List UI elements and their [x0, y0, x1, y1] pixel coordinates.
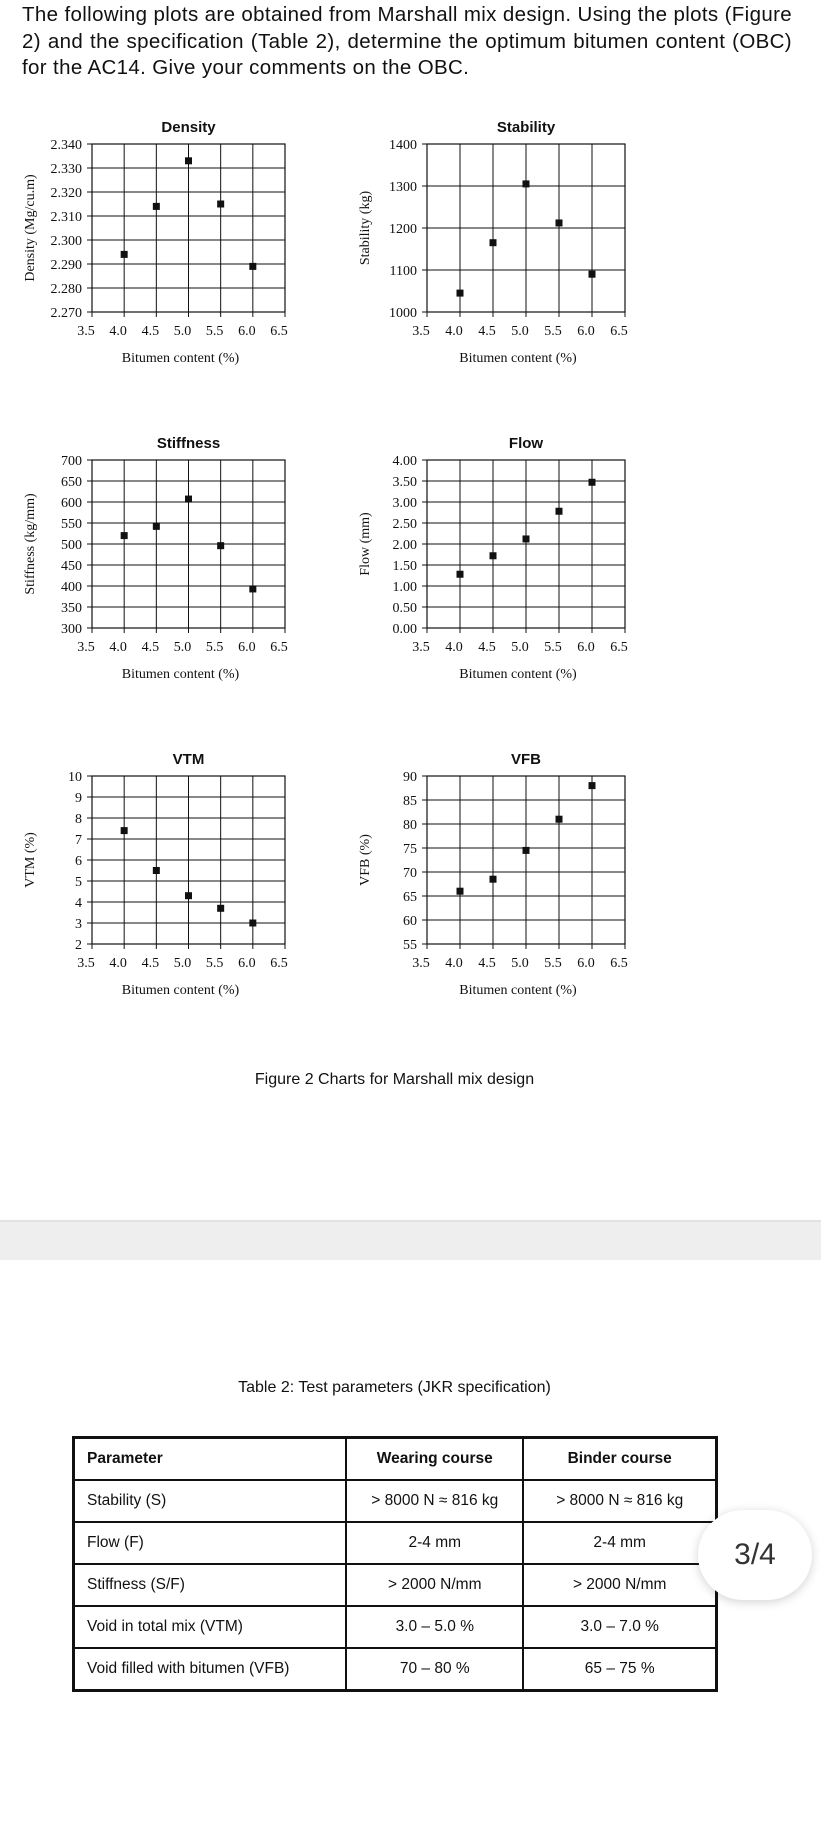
- table-cell: Stability (S): [74, 1480, 347, 1522]
- stiffness-chart: [20, 428, 345, 736]
- x-tick-label: 4.0: [109, 956, 127, 971]
- y-tick-label: 80: [403, 818, 417, 833]
- x-tick-label: 5.5: [544, 324, 562, 339]
- data-point: [121, 532, 128, 539]
- y-tick-label: 1100: [389, 264, 417, 279]
- table-header: Parameter: [74, 1438, 347, 1481]
- table-cell: > 8000 N ≈ 816 kg: [523, 1480, 716, 1522]
- y-tick-label: 2.330: [50, 162, 82, 177]
- x-tick-label: 5.5: [205, 324, 224, 339]
- data-point: [153, 867, 160, 874]
- x-tick-label: 6.5: [610, 324, 628, 339]
- data-point: [523, 180, 530, 187]
- data-point: [490, 552, 497, 559]
- data-point: [589, 479, 596, 486]
- table-row: [74, 1480, 717, 1522]
- x-tick-label: 4.5: [141, 324, 160, 339]
- y-tick-label: 600: [61, 496, 82, 511]
- data-point: [490, 239, 497, 246]
- table-cell: Stiffness (S/F): [74, 1564, 347, 1606]
- y-tick-label: 4.00: [392, 454, 417, 469]
- x-tick-label: 4.5: [478, 324, 496, 339]
- y-tick-label: 4: [75, 896, 82, 911]
- y-tick-label: 7: [75, 833, 82, 848]
- y-tick-label: 1200: [389, 222, 417, 237]
- y-tick-label: 1000: [389, 306, 417, 321]
- x-tick-label: 6.0: [238, 640, 256, 655]
- x-tick-label: 4.0: [109, 640, 127, 655]
- table-cell: 65 – 75 %: [523, 1648, 716, 1691]
- y-tick-label: 9: [75, 791, 82, 806]
- table-cell: 2-4 mm: [346, 1522, 523, 1564]
- chart-title: Stiffness: [156, 435, 221, 452]
- table-header-row: [74, 1438, 717, 1481]
- x-tick-label: 5.5: [544, 956, 562, 971]
- data-point: [490, 876, 497, 883]
- x-axis-label: Bitumen content (%): [121, 983, 240, 998]
- data-point: [589, 271, 596, 278]
- x-axis-label: Bitumen content (%): [459, 667, 577, 682]
- table-cell: > 8000 N ≈ 816 kg: [346, 1480, 523, 1522]
- table-header: Binder course: [523, 1438, 716, 1481]
- y-tick-label: 450: [61, 559, 82, 574]
- stability-chart: [355, 112, 685, 420]
- table-row: [74, 1522, 717, 1564]
- y-tick-label: 2.00: [392, 538, 417, 553]
- y-tick-label: 10: [68, 770, 82, 785]
- x-tick-label: 5.0: [173, 324, 192, 339]
- table-cell: 2-4 mm: [523, 1522, 716, 1564]
- x-tick-label: 6.0: [238, 956, 256, 971]
- x-tick-label: 3.5: [77, 640, 95, 655]
- y-tick-label: 90: [403, 770, 417, 785]
- x-tick-label: 5.0: [511, 956, 529, 971]
- vtm-chart: [20, 744, 345, 1052]
- y-tick-label: 650: [61, 475, 82, 490]
- x-tick-label: 5.0: [511, 640, 529, 655]
- table-cell: Void in total mix (VTM): [74, 1606, 347, 1648]
- y-tick-label: 2.310: [50, 210, 82, 225]
- x-tick-label: 4.5: [141, 956, 160, 971]
- y-tick-label: 2.270: [50, 306, 82, 321]
- table-row: [74, 1648, 717, 1691]
- x-tick-label: 6.0: [577, 956, 595, 971]
- x-tick-label: 4.0: [445, 324, 463, 339]
- x-tick-label: 6.0: [577, 324, 595, 339]
- y-tick-label: 8: [75, 812, 82, 827]
- x-tick-label: 5.0: [173, 956, 192, 971]
- y-tick-label: 65: [403, 890, 417, 905]
- y-tick-label: 3.50: [392, 475, 417, 490]
- y-tick-label: 1.50: [392, 559, 417, 574]
- x-tick-label: 5.0: [511, 324, 529, 339]
- data-point: [523, 535, 530, 542]
- y-axis-label: Flow (mm): [358, 512, 373, 576]
- x-axis-label: Bitumen content (%): [459, 351, 577, 366]
- x-tick-label: 4.5: [478, 956, 496, 971]
- y-tick-label: 1.00: [392, 580, 417, 595]
- data-point: [556, 816, 563, 823]
- table-cell: > 2000 N/mm: [523, 1564, 716, 1606]
- y-tick-label: 300: [61, 622, 82, 637]
- y-tick-label: 2.340: [50, 138, 82, 153]
- y-tick-label: 2.320: [50, 186, 82, 201]
- y-axis-label: Density (Mg/cu.m): [23, 174, 38, 282]
- x-axis-label: Bitumen content (%): [121, 351, 240, 366]
- x-tick-label: 6.0: [238, 324, 256, 339]
- y-tick-label: 6: [75, 854, 82, 869]
- page-separator: [0, 1220, 821, 1260]
- y-tick-label: 55: [403, 938, 417, 953]
- vfb-chart: [355, 744, 685, 1052]
- spec-table: [72, 1436, 718, 1692]
- x-tick-label: 3.5: [412, 956, 430, 971]
- page-indicator: 3/4: [698, 1510, 812, 1600]
- x-tick-label: 4.5: [141, 640, 160, 655]
- table-cell: > 2000 N/mm: [346, 1564, 523, 1606]
- y-tick-label: 2.290: [50, 258, 82, 273]
- y-axis-label: VTM (%): [23, 832, 38, 888]
- y-tick-label: 75: [403, 842, 417, 857]
- figure-caption: Figure 2 Charts for Marshall mix design: [254, 1071, 535, 1088]
- data-point: [457, 888, 464, 895]
- table-cell: Flow (F): [74, 1522, 347, 1564]
- y-tick-label: 550: [61, 517, 82, 532]
- data-point: [217, 905, 224, 912]
- x-tick-label: 5.5: [205, 956, 224, 971]
- data-point: [121, 827, 128, 834]
- x-tick-label: 6.0: [577, 640, 595, 655]
- data-point: [249, 585, 256, 592]
- table-cell: 3.0 – 7.0 %: [523, 1606, 716, 1648]
- y-tick-label: 2: [75, 938, 82, 953]
- y-tick-label: 0.00: [392, 622, 417, 637]
- x-tick-label: 4.0: [445, 640, 463, 655]
- data-point: [457, 290, 464, 297]
- data-point: [523, 847, 530, 854]
- x-tick-label: 5.5: [544, 640, 562, 655]
- data-point: [153, 203, 160, 210]
- y-axis-label: VFB (%): [358, 834, 373, 886]
- question-text: The following plots are obtained from Marshall mix design. Using the plots (Figure 2) and the specification (Table 2), determine the optimum bitumen content (OBC) for the AC14. Give your comments on the OBC.: [22, 3, 792, 79]
- x-tick-label: 5.0: [173, 640, 192, 655]
- x-tick-label: 4.0: [445, 956, 463, 971]
- x-tick-label: 6.5: [610, 640, 628, 655]
- data-point: [249, 263, 256, 270]
- data-point: [217, 542, 224, 549]
- chart-title: Density: [161, 119, 216, 136]
- y-tick-label: 1400: [389, 138, 417, 153]
- data-point: [121, 251, 128, 258]
- table-cell: 70 – 80 %: [346, 1648, 523, 1691]
- y-tick-label: 700: [61, 454, 82, 469]
- x-axis-label: Bitumen content (%): [459, 983, 577, 998]
- chart-title: VFB: [511, 751, 541, 768]
- chart-title: Stability: [496, 119, 556, 136]
- data-point: [457, 571, 464, 578]
- y-axis-label: Stiffness (kg/mm): [23, 493, 38, 595]
- data-point: [185, 892, 192, 899]
- y-tick-label: 3.00: [392, 496, 417, 511]
- y-tick-label: 2.280: [50, 282, 82, 297]
- data-point: [217, 201, 224, 208]
- y-tick-label: 350: [61, 601, 82, 616]
- density-chart: [20, 112, 345, 420]
- data-point: [185, 157, 192, 164]
- x-tick-label: 4.5: [478, 640, 496, 655]
- table-row: [74, 1564, 717, 1606]
- y-tick-label: 1300: [389, 180, 417, 195]
- y-tick-label: 2.50: [392, 517, 417, 532]
- x-tick-label: 6.5: [270, 324, 288, 339]
- x-tick-label: 6.5: [270, 956, 288, 971]
- table-header: Wearing course: [346, 1438, 523, 1481]
- data-point: [556, 508, 563, 515]
- y-tick-label: 0.50: [392, 601, 417, 616]
- table-title: Table 2: Test parameters (JKR specification): [238, 1379, 551, 1396]
- x-tick-label: 6.5: [270, 640, 288, 655]
- data-point: [185, 496, 192, 503]
- y-tick-label: 3: [75, 917, 82, 932]
- x-tick-label: 5.5: [205, 640, 224, 655]
- x-tick-label: 6.5: [610, 956, 628, 971]
- data-point: [556, 219, 563, 226]
- x-tick-label: 3.5: [412, 640, 430, 655]
- x-tick-label: 3.5: [77, 956, 95, 971]
- y-tick-label: 60: [403, 914, 417, 929]
- table-cell: 3.0 – 5.0 %: [346, 1606, 523, 1648]
- y-tick-label: 2.300: [50, 234, 82, 249]
- chart-title: Flow: [508, 435, 544, 452]
- x-tick-label: 3.5: [77, 324, 95, 339]
- y-tick-label: 500: [61, 538, 82, 553]
- chart-title: VTM: [172, 751, 205, 768]
- data-point: [249, 920, 256, 927]
- y-tick-label: 400: [61, 580, 82, 595]
- x-axis-label: Bitumen content (%): [121, 667, 240, 682]
- flow-chart: [355, 428, 685, 736]
- table-cell: Void filled with bitumen (VFB): [74, 1648, 347, 1691]
- table-row: [74, 1606, 717, 1648]
- y-tick-label: 85: [403, 794, 417, 809]
- data-point: [589, 782, 596, 789]
- x-tick-label: 4.0: [109, 324, 127, 339]
- y-tick-label: 5: [75, 875, 82, 890]
- y-axis-label: Stability (kg): [358, 190, 373, 266]
- data-point: [153, 523, 160, 530]
- x-tick-label: 3.5: [412, 324, 430, 339]
- y-tick-label: 70: [403, 866, 417, 881]
